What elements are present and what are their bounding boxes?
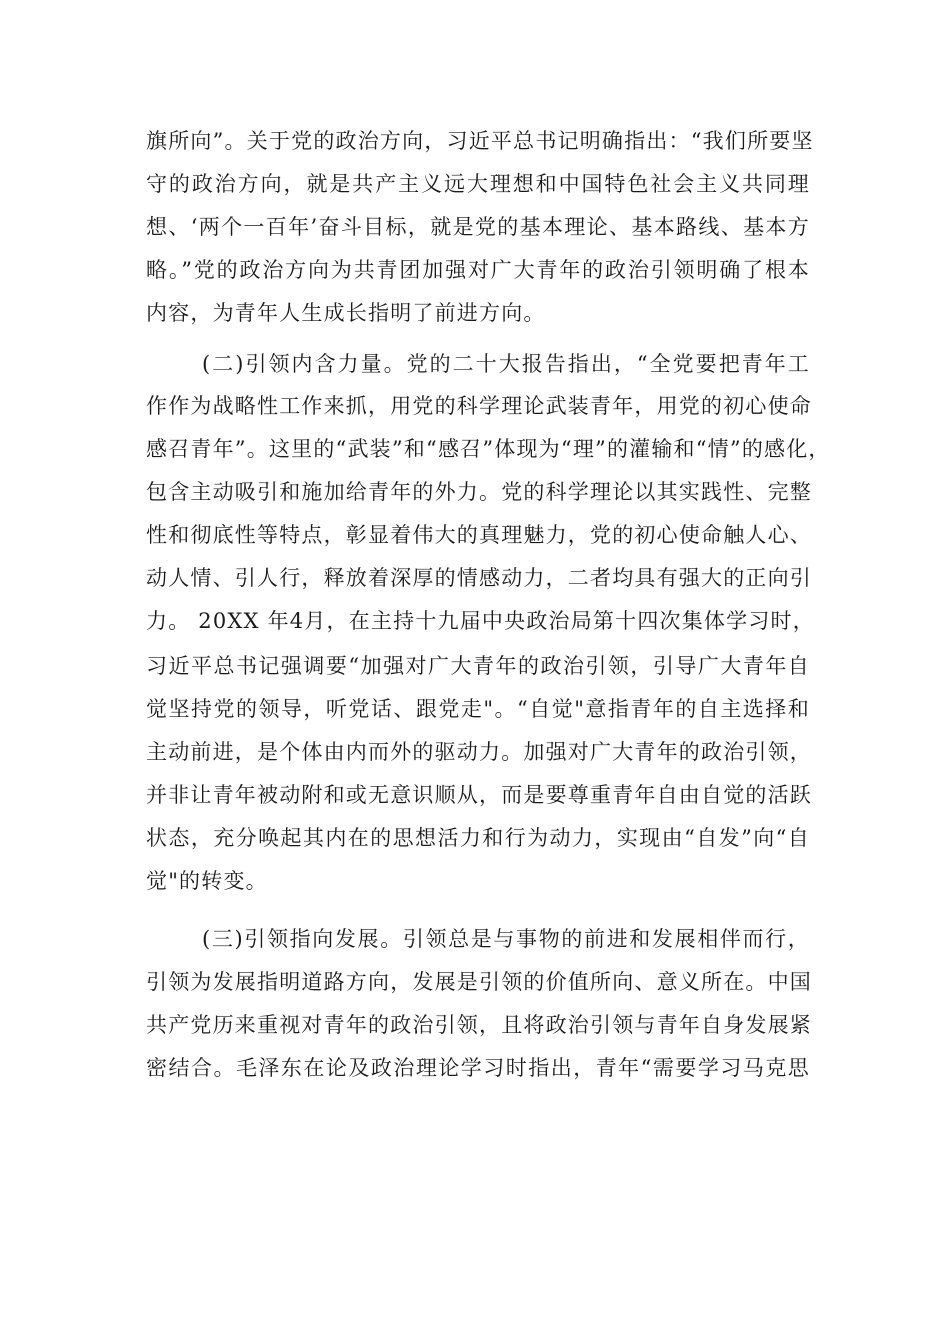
paragraph-1-line-2: 守的政治方向，就是共产主义远大理想和中国特色社会主义共同理 bbox=[146, 172, 810, 196]
paragraph-3-line-3: 共产党历来重视对青年的政治引领，且将政治引领与青年自身发展紧 bbox=[146, 1013, 812, 1037]
paragraph-2-line-3: 感召青年”。这里的“武装”和“感召”体现为“理”的灌输和“情”的感化， bbox=[146, 437, 831, 461]
paragraph-2-line-10: 主动前进，是个体由内而外的驱动力。加强对广大青年的政治引领， bbox=[146, 740, 812, 764]
paragraph-2-line-12: 状态，充分唤起其内在的思想活力和行为动力，实现由“自发”向“自 bbox=[146, 826, 810, 850]
paragraph-2-line-4: 包含主动吸引和施加给青年的外力。党的科学理论以其实践性、完整 bbox=[146, 480, 812, 504]
paragraph-3-line-2: 引领为发展指明道路方向，发展是引领的价值所向、意义所在。中国 bbox=[146, 970, 812, 994]
paragraph-2-line-11: 并非让青年被动附和或无意识顺从，而是要尊重青年自由自觉的活跃 bbox=[146, 783, 812, 807]
paragraph-1-line-5: 内容，为青年人生成长指明了前进方向。 bbox=[146, 301, 546, 325]
paragraph-2-line-7: 力。 20XX 年4月，在主持十九届中央政治局第十四次集体学习时， bbox=[146, 609, 815, 633]
paragraph-2-line-8: 习近平总书记强调要“加强对广大青年的政治引领，引导广大青年自 bbox=[146, 654, 810, 678]
paragraph-2-line-9: 觉坚持党的领导，听党话、跟党走"。“自觉"意指青年的自主选择和 bbox=[146, 697, 810, 721]
paragraph-1-line-4: 略。”党的政治方向为共青团加强对广大青年的政治引领明确了根本 bbox=[146, 258, 810, 282]
paragraph-2-line-2: 作作为战略性工作来抓，用党的科学理论武装青年，用党的初心使命 bbox=[146, 394, 812, 418]
paragraph-2-line-1: (二)引领内含力量。党的二十大报告指出，“全党要把青年工 bbox=[202, 352, 810, 376]
paragraph-1-line-3: 想、‘两个一百年’奋斗目标，就是党的基本理论、基本路线、基本方 bbox=[146, 215, 810, 239]
paragraph-1-line-1: 旗所向”。关于党的政治方向，习近平总书记明确指出：“我们所要坚 bbox=[146, 129, 814, 153]
paragraph-2-line-5: 性和彻底性等特点，彰显着伟大的真理魅力，党的初心使命触人心、 bbox=[146, 523, 812, 547]
paragraph-2-line-6: 动人情、引人行，释放着深厚的情感动力，二者均具有强大的正向引 bbox=[146, 566, 812, 590]
paragraph-3-line-4: 密结合。毛泽东在论及政治理论学习时指出，青年“需要学习马克思 bbox=[146, 1056, 810, 1080]
paragraph-2-line-13: 觉"的转变。 bbox=[146, 869, 268, 893]
paragraph-3-line-1: (三)引领指向发展。引领总是与事物的前进和发展相伴而行， bbox=[202, 927, 810, 951]
